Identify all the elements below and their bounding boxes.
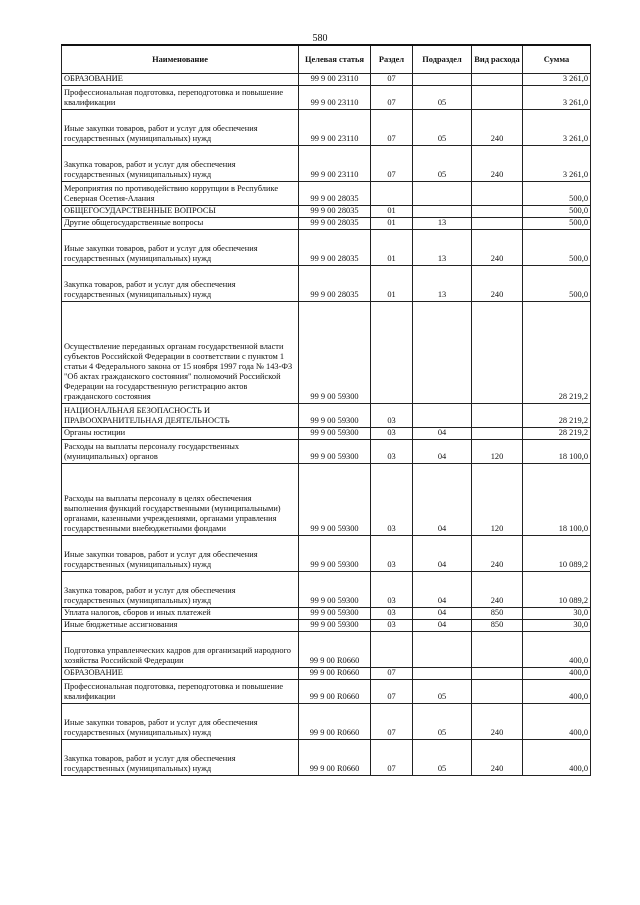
cell-target-code: 99 9 00 59300 bbox=[299, 403, 371, 427]
cell-subsection bbox=[413, 631, 472, 667]
cell-subsection: 04 bbox=[413, 535, 472, 571]
cell-sum: 3 261,0 bbox=[523, 85, 591, 109]
cell-sum: 400,0 bbox=[523, 703, 591, 739]
cell-sum: 10 089,2 bbox=[523, 571, 591, 607]
cell-section: 03 bbox=[371, 607, 413, 619]
cell-subsection bbox=[413, 73, 472, 85]
cell-section: 03 bbox=[371, 619, 413, 631]
cell-section bbox=[371, 301, 413, 403]
cell-section: 03 bbox=[371, 403, 413, 427]
cell-target-code: 99 9 00 59300 bbox=[299, 535, 371, 571]
header-subsection: Подраздел bbox=[413, 45, 472, 73]
cell-sum: 500,0 bbox=[523, 205, 591, 217]
table-row bbox=[62, 217, 591, 229]
cell-name: Профессиональная подготовка, переподготовка и повышение квалификации bbox=[62, 679, 299, 703]
table-row bbox=[62, 667, 591, 679]
table-row bbox=[62, 205, 591, 217]
cell-name: НАЦИОНАЛЬНАЯ БЕЗОПАСНОСТЬ И ПРАВООХРАНИТЕЛЬНАЯ ДЕЯТЕЛЬНОСТЬ bbox=[62, 403, 299, 427]
table-row bbox=[62, 571, 591, 607]
cell-target-code: 99 9 00 59300 bbox=[299, 463, 371, 535]
header-section: Раздел bbox=[371, 45, 413, 73]
cell-section: 07 bbox=[371, 667, 413, 679]
cell-subsection bbox=[413, 667, 472, 679]
cell-expense-type: 240 bbox=[472, 229, 523, 265]
cell-subsection bbox=[413, 301, 472, 403]
cell-sum: 400,0 bbox=[523, 679, 591, 703]
cell-target-code: 99 9 00 23110 bbox=[299, 109, 371, 145]
cell-section: 01 bbox=[371, 205, 413, 217]
cell-sum: 28 219,2 bbox=[523, 427, 591, 439]
cell-expense-type bbox=[472, 631, 523, 667]
cell-expense-type bbox=[472, 181, 523, 205]
table-body bbox=[62, 73, 591, 775]
table-row bbox=[62, 679, 591, 703]
cell-section: 07 bbox=[371, 85, 413, 109]
cell-target-code: 99 9 00 59300 bbox=[299, 619, 371, 631]
table-header-row bbox=[62, 45, 591, 73]
cell-sum: 30,0 bbox=[523, 619, 591, 631]
table-row bbox=[62, 265, 591, 301]
cell-section: 03 bbox=[371, 535, 413, 571]
cell-name: Осуществление переданных органам государственной власти субъектов Российской Федерации в соответствии с пунктом 1 статьи 4 Федерального закона от 15 ноября 1997 года № 143-ФЗ "Об актах гражданского состояния" полномочий Российской Федерации на государственную регистрацию актов гражданского состояния bbox=[62, 301, 299, 403]
cell-expense-type bbox=[472, 679, 523, 703]
cell-target-code: 99 9 00 59300 bbox=[299, 607, 371, 619]
cell-section: 07 bbox=[371, 679, 413, 703]
table-row bbox=[62, 301, 591, 403]
cell-expense-type: 240 bbox=[472, 535, 523, 571]
cell-target-code: 99 9 00 59300 bbox=[299, 571, 371, 607]
cell-subsection bbox=[413, 403, 472, 427]
cell-expense-type: 240 bbox=[472, 703, 523, 739]
cell-expense-type bbox=[472, 427, 523, 439]
cell-sum: 28 219,2 bbox=[523, 301, 591, 403]
table-row bbox=[62, 427, 591, 439]
cell-section: 07 bbox=[371, 739, 413, 775]
cell-name: Иные закупки товаров, работ и услуг для обеспечения государственных (муниципальных) нужд bbox=[62, 535, 299, 571]
cell-expense-type: 850 bbox=[472, 619, 523, 631]
cell-subsection: 04 bbox=[413, 619, 472, 631]
cell-section: 07 bbox=[371, 109, 413, 145]
table-row bbox=[62, 73, 591, 85]
cell-subsection: 04 bbox=[413, 427, 472, 439]
table-row bbox=[62, 145, 591, 181]
cell-expense-type bbox=[472, 217, 523, 229]
cell-sum: 400,0 bbox=[523, 739, 591, 775]
cell-section: 01 bbox=[371, 265, 413, 301]
cell-name: Подготовка управленческих кадров для организаций народного хозяйства Российской Федерации bbox=[62, 631, 299, 667]
cell-target-code: 99 9 00 R0660 bbox=[299, 667, 371, 679]
cell-subsection: 05 bbox=[413, 703, 472, 739]
cell-section: 07 bbox=[371, 703, 413, 739]
cell-subsection: 04 bbox=[413, 607, 472, 619]
cell-expense-type bbox=[472, 205, 523, 217]
cell-target-code: 99 9 00 28035 bbox=[299, 205, 371, 217]
cell-name: ОБРАЗОВАНИЕ bbox=[62, 667, 299, 679]
cell-target-code: 99 9 00 28035 bbox=[299, 229, 371, 265]
cell-name: Уплата налогов, сборов и иных платежей bbox=[62, 607, 299, 619]
cell-section: 03 bbox=[371, 427, 413, 439]
cell-target-code: 99 9 00 28035 bbox=[299, 217, 371, 229]
cell-name: Мероприятия по противодействию коррупции в Республике Северная Осетия-Алания bbox=[62, 181, 299, 205]
table-row bbox=[62, 619, 591, 631]
cell-name: Иные бюджетные ассигнования bbox=[62, 619, 299, 631]
cell-subsection: 05 bbox=[413, 679, 472, 703]
cell-section: 01 bbox=[371, 229, 413, 265]
budget-table bbox=[61, 44, 591, 776]
cell-target-code: 99 9 00 28035 bbox=[299, 265, 371, 301]
cell-expense-type: 240 bbox=[472, 265, 523, 301]
cell-section: 03 bbox=[371, 439, 413, 463]
cell-name: Профессиональная подготовка, переподготовка и повышение квалификации bbox=[62, 85, 299, 109]
cell-target-code: 99 9 00 59300 bbox=[299, 301, 371, 403]
table-row bbox=[62, 229, 591, 265]
header-expense-type: Вид расхода bbox=[472, 45, 523, 73]
cell-subsection: 13 bbox=[413, 265, 472, 301]
cell-expense-type: 240 bbox=[472, 109, 523, 145]
cell-target-code: 99 9 00 R0660 bbox=[299, 679, 371, 703]
cell-name: Расходы на выплаты персоналу государственных (муниципальных) органов bbox=[62, 439, 299, 463]
cell-sum: 3 261,0 bbox=[523, 145, 591, 181]
cell-expense-type: 240 bbox=[472, 145, 523, 181]
cell-sum: 28 219,2 bbox=[523, 403, 591, 427]
header-name: Наименование bbox=[62, 45, 299, 73]
table-row bbox=[62, 403, 591, 427]
cell-section: 03 bbox=[371, 571, 413, 607]
cell-subsection: 13 bbox=[413, 229, 472, 265]
cell-expense-type bbox=[472, 403, 523, 427]
cell-sum: 400,0 bbox=[523, 631, 591, 667]
cell-name: Иные закупки товаров, работ и услуг для обеспечения государственных (муниципальных) нужд bbox=[62, 229, 299, 265]
cell-target-code: 99 9 00 59300 bbox=[299, 427, 371, 439]
table-row bbox=[62, 463, 591, 535]
cell-sum: 3 261,0 bbox=[523, 73, 591, 85]
cell-section: 07 bbox=[371, 145, 413, 181]
cell-sum: 500,0 bbox=[523, 265, 591, 301]
cell-expense-type: 240 bbox=[472, 739, 523, 775]
cell-target-code: 99 9 00 R0660 bbox=[299, 703, 371, 739]
cell-sum: 500,0 bbox=[523, 229, 591, 265]
cell-name: Иные закупки товаров, работ и услуг для обеспечения государственных (муниципальных) нужд bbox=[62, 703, 299, 739]
cell-sum: 18 100,0 bbox=[523, 463, 591, 535]
table-row bbox=[62, 607, 591, 619]
cell-sum: 500,0 bbox=[523, 181, 591, 205]
cell-subsection: 05 bbox=[413, 109, 472, 145]
cell-expense-type bbox=[472, 301, 523, 403]
table-row bbox=[62, 535, 591, 571]
cell-subsection: 13 bbox=[413, 217, 472, 229]
cell-subsection: 05 bbox=[413, 85, 472, 109]
table-row bbox=[62, 181, 591, 205]
cell-expense-type bbox=[472, 85, 523, 109]
cell-subsection: 04 bbox=[413, 571, 472, 607]
header-sum: Сумма bbox=[523, 45, 591, 73]
cell-sum: 3 261,0 bbox=[523, 109, 591, 145]
cell-target-code: 99 9 00 R0660 bbox=[299, 631, 371, 667]
table-row bbox=[62, 739, 591, 775]
cell-target-code: 99 9 00 59300 bbox=[299, 439, 371, 463]
table-row bbox=[62, 85, 591, 109]
cell-sum: 30,0 bbox=[523, 607, 591, 619]
cell-expense-type: 850 bbox=[472, 607, 523, 619]
header-target-code: Целевая статья bbox=[299, 45, 371, 73]
table-row bbox=[62, 631, 591, 667]
cell-name: Иные закупки товаров, работ и услуг для обеспечения государственных (муниципальных) нужд bbox=[62, 109, 299, 145]
cell-name: ОБЩЕГОСУДАРСТВЕННЫЕ ВОПРОСЫ bbox=[62, 205, 299, 217]
cell-section: 03 bbox=[371, 463, 413, 535]
table-row bbox=[62, 703, 591, 739]
cell-name: Расходы на выплаты персоналу в целях обеспечения выполнения функций государственными (муниципальными) органами, казенными учреждениями, органами управления государственными внебюджетными фондами bbox=[62, 463, 299, 535]
cell-subsection: 05 bbox=[413, 739, 472, 775]
cell-expense-type: 120 bbox=[472, 439, 523, 463]
page-number: 580 bbox=[312, 33, 328, 44]
cell-section: 07 bbox=[371, 73, 413, 85]
cell-subsection bbox=[413, 205, 472, 217]
cell-sum: 18 100,0 bbox=[523, 439, 591, 463]
cell-sum: 400,0 bbox=[523, 667, 591, 679]
cell-section bbox=[371, 631, 413, 667]
cell-target-code: 99 9 00 23110 bbox=[299, 145, 371, 181]
cell-sum: 500,0 bbox=[523, 217, 591, 229]
cell-expense-type: 240 bbox=[472, 571, 523, 607]
cell-expense-type: 120 bbox=[472, 463, 523, 535]
cell-target-code: 99 9 00 23110 bbox=[299, 73, 371, 85]
cell-sum: 10 089,2 bbox=[523, 535, 591, 571]
cell-name: Другие общегосударственные вопросы bbox=[62, 217, 299, 229]
cell-target-code: 99 9 00 23110 bbox=[299, 85, 371, 109]
cell-name: Закупка товаров, работ и услуг для обеспечения государственных (муниципальных) нужд bbox=[62, 145, 299, 181]
cell-section bbox=[371, 181, 413, 205]
cell-subsection bbox=[413, 181, 472, 205]
cell-subsection: 04 bbox=[413, 463, 472, 535]
cell-subsection: 05 bbox=[413, 145, 472, 181]
cell-subsection: 04 bbox=[413, 439, 472, 463]
cell-name: ОБРАЗОВАНИЕ bbox=[62, 73, 299, 85]
cell-target-code: 99 9 00 28035 bbox=[299, 181, 371, 205]
cell-expense-type bbox=[472, 667, 523, 679]
cell-expense-type bbox=[472, 73, 523, 85]
cell-name: Закупка товаров, работ и услуг для обеспечения государственных (муниципальных) нужд bbox=[62, 739, 299, 775]
cell-target-code: 99 9 00 R0660 bbox=[299, 739, 371, 775]
table-row bbox=[62, 439, 591, 463]
table-row bbox=[62, 109, 591, 145]
cell-section: 01 bbox=[371, 217, 413, 229]
cell-name: Закупка товаров, работ и услуг для обеспечения государственных (муниципальных) нужд bbox=[62, 571, 299, 607]
cell-name: Закупка товаров, работ и услуг для обеспечения государственных (муниципальных) нужд bbox=[62, 265, 299, 301]
cell-name: Органы юстиции bbox=[62, 427, 299, 439]
